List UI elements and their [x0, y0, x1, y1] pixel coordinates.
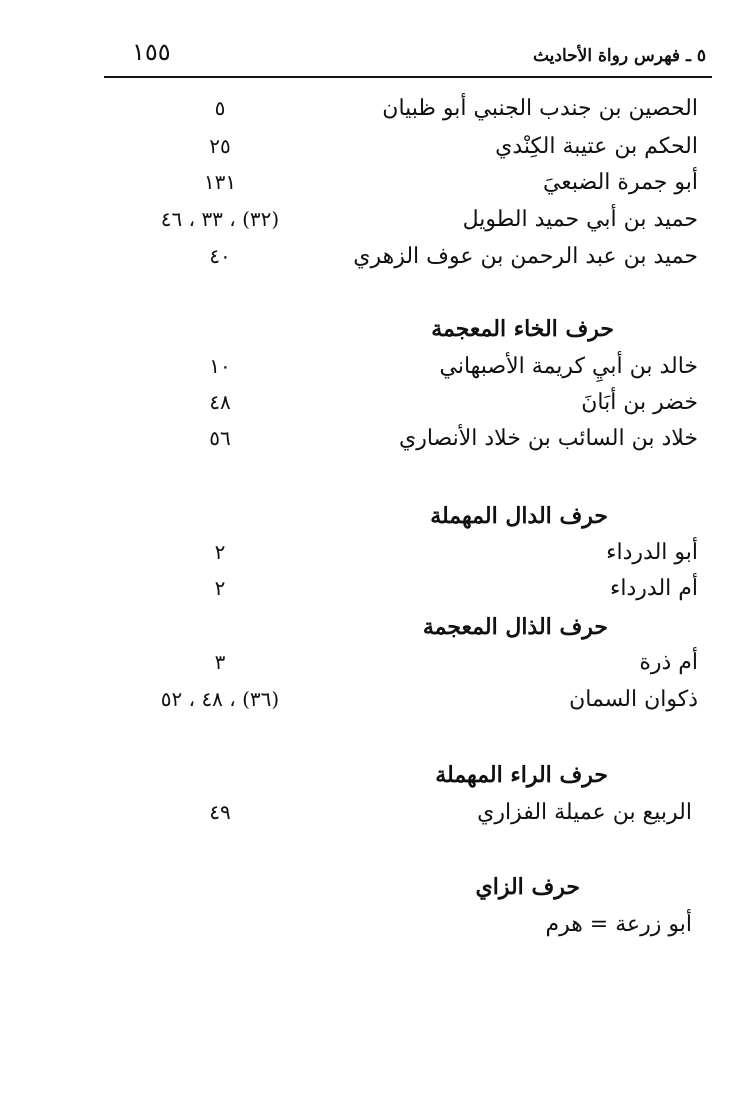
narrator-name: الحصين بن جندب الجنبي أبو ظبيان [382, 96, 698, 121]
section-heading-zay: حرف الزاي [475, 874, 580, 900]
index-entry [0, 354, 754, 394]
narrator-name: حميد بن عبد الرحمن بن عوف الزهري [353, 244, 698, 269]
hadith-refs: ٤٠ [209, 244, 231, 268]
hadith-refs: ٢ [214, 576, 226, 600]
index-entry [0, 540, 754, 580]
narrator-name: حميد بن أبي حميد الطويل [462, 207, 698, 232]
narrator-name: الحكم بن عتيبة الكِنْدي [495, 134, 698, 159]
index-entry [0, 134, 754, 174]
hadith-refs: ١٣١ [203, 170, 237, 194]
index-entry [0, 576, 754, 616]
narrator-name: أم الدرداء [610, 576, 698, 601]
page-number: ١٥٥ [132, 38, 171, 66]
index-entry [0, 244, 754, 284]
running-header-title: ٥ ـ فهرس رواة الأحاديث [532, 46, 706, 66]
hadith-refs: ٣ [214, 650, 226, 674]
index-entry [0, 390, 754, 430]
section-heading-ra: حرف الراء المهملة [435, 762, 608, 788]
narrator-name: خالد بن أبيِ كريمة الأصبهاني [439, 354, 698, 379]
hadith-refs: ٥٦ [209, 426, 231, 450]
header-rule [104, 76, 712, 78]
index-entry [0, 912, 754, 952]
index-entry [0, 650, 754, 690]
hadith-refs: ٢ [214, 540, 226, 564]
narrator-name: ذكوان السمان [569, 687, 698, 712]
narrator-name: أبو جمرة الضبعيَ [542, 170, 698, 195]
narrator-name: الربيع بن عميلة الفزاري [477, 800, 692, 825]
index-entry [0, 687, 754, 727]
narrator-name: أبو زرعة = هرم [545, 912, 692, 937]
index-entry [0, 426, 754, 466]
index-entry [0, 96, 754, 136]
index-entry [0, 207, 754, 247]
narrator-name: أم ذرة [639, 650, 698, 675]
section-heading-kha: حرف الخاء المعجمة [431, 316, 614, 342]
section-heading-dal: حرف الدال المهملة [430, 503, 608, 529]
hadith-refs: (٣٦) ، ٤٨ ، ٥٢ [160, 687, 280, 711]
hadith-refs: ٢٥ [209, 134, 231, 158]
index-entry [0, 170, 754, 210]
hadith-refs: ٥ [214, 96, 226, 120]
index-entry [0, 800, 754, 840]
hadith-refs: ٤٨ [209, 390, 231, 414]
narrator-name: أبو الدرداء [606, 540, 698, 565]
narrator-name: خضر بن أبَانَ [581, 390, 698, 415]
narrator-name: خلاد بن السائب بن خلاد الأنصاري [398, 426, 698, 451]
hadith-refs: ١٠ [209, 354, 231, 378]
section-heading-dhal: حرف الذال المعجمة [422, 614, 608, 640]
hadith-refs: ٤٩ [209, 800, 231, 824]
hadith-refs: (٣٢) ، ٣٣ ، ٤٦ [160, 207, 280, 231]
